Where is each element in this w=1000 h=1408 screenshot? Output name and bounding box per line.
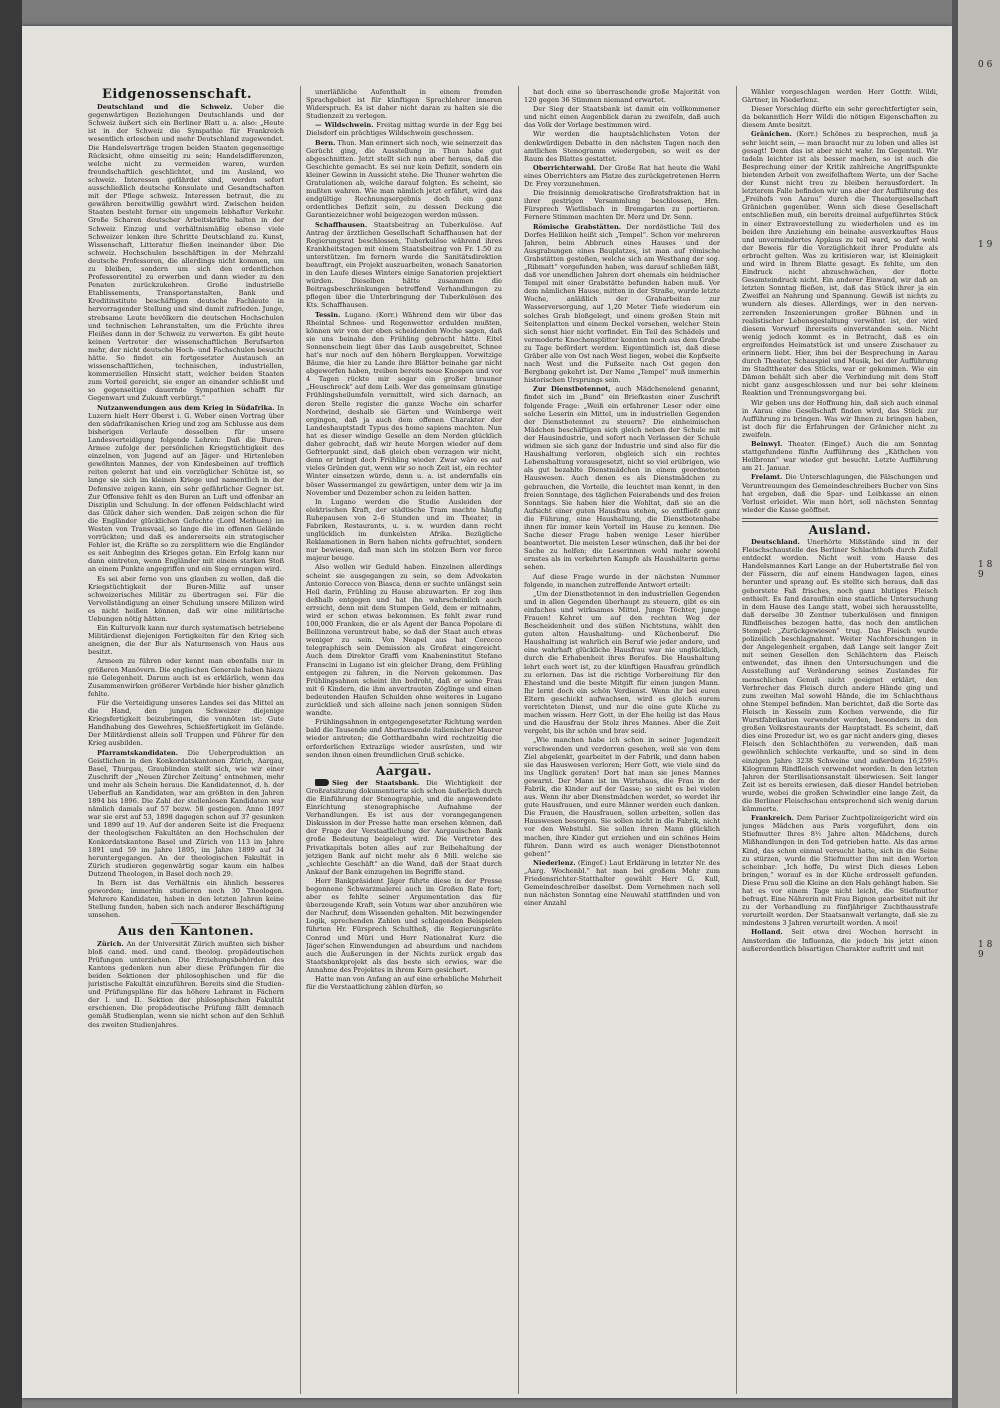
article-paragraph: Für die Verteidigung unseres Landes sei das Mittel an die Hand, den jungen Schweizer diejenige Kriegsfertigkeit beizubringen, die vonnöten ist: Gute Handhabung des Gewehres, Schießfertigkeit im Gelände. Der Militärdienst allein soll Truppen und Führer für den Krieg ausbilden. — [88, 698, 284, 748]
article-title: — Wildschwein. — [315, 121, 374, 130]
margin-number: 1 9 — [978, 240, 993, 250]
divider — [742, 518, 938, 522]
article-paragraph: Ein Kulturvolk kann nur durch systematisch betriebene Militärdienst diejenigen Fertigkeiten für den Krieg sich aneignen, die der Bur als Naturmensch von Haus aus besitzt. — [88, 624, 284, 657]
article-title: Gränichen. — [751, 130, 792, 139]
section-heading-aargau: Aargau. — [376, 763, 432, 778]
article-paragraph: Zur Dienstbotennot, auch Mädchenelend genannt, findet sich im „Bund“ ein Briefkasten einer Zuschrift folgende Frage: „Weiß ein erfahrener Leser oder eine solche Leserin ein Mittel, um in industriellen Gegenden der Dienstbotennot zu steuern? Die einheimischen Mädchen beschäftigen sich gleich neben der Schule mit der Hausindustrie, und sofort nach Verlassen der Schule widmen sie sich ganz der Industrie und sind also für die Haushaltung verloren, obgleich sich ein rechtes Lebenshaltung vorausgesetzt, nicht so viel erübrigen, wie als gut bezahlte Dienstmädchen in einem geordneten Hauswesen. Auch denen es als Dienstmädchen zu gebrauchen, die Vorteile, die leuchtet man kennt, in den freien Sonntage, des täglichen Feierabends und des freien Sonntags. Sie haben hier die Wohltat, daß sie an die Aufsicht einer guten Hausfrau stehen, so entfließt ganz die Führung, eine Haushaltung, die Dienstbotenhabe ihnen für immer kein Vorteil im Hause zu kennen. Die Sache dieser Frage haben wenige Leser hierüber beantwortet. Die meisten Leser wünschen, daß ihr bei der Sache zu helfen; die Leserinnen wohl mehr sowohl ernstes als im verkehrten Kampfe als Haushälterin gerne sehen. — [524, 385, 720, 572]
article-paragraph: — Wildschwein. Freitag mittag wurde in der Egg bei Dielsdorf ein prächtiges Wildschwein geschossen. — [306, 121, 502, 138]
article-paragraph: „Wie manchen habe ich schon in seiner Jugendzeit verschwenden und verdorren gesehen, weil sie von dem Ziel abgelenkt, gearbeitet in der Fabrik, und dann haben sie das Hauswesen verloren; Herr Gott, wie viele sind da ins Unglück geraten! Dort hat man sie jenes Mannes gewarnt. Der Mann ist im Wirtshaus, die Frau in der Fabrik, die Kinder auf der Gasse; so sieht es bei vielen aus. Wenn ihr aber Dienstmädchen werdet, so werdet ihr gute Hausfrauen, und eure Männer werden euch danken. Die Frauen, die Hausfrauen, sollen arbeiten, sollen das Hauswesen besorgen. Sie sollen nicht in die Fabrik, nicht vor den Webstuhl. Sie sollen ihren Mann glücklich machen, ihre Kinder gut erziehen und ein schönes Heim führen. Dann wird es auch weniger Dienstbotennot geben!“ — [524, 736, 720, 858]
column-rule — [736, 86, 737, 1394]
margin-number: 1 8 9 — [978, 940, 993, 960]
section-heading-kantonen: Aus den Kantonen. — [117, 924, 255, 939]
article-paragraph: Wir geben uns der Hoffnung hin, daß sich auch einmal in Aarau eine Gesellschaft finden wird, das Stück zur Aufführung zu bringen. Was wir Ihnen zu bringen haben, ist doch für die Erfahrungen der Gränicher nicht zu zweifeln. — [742, 398, 938, 439]
margin-number: 0 6 — [978, 60, 993, 70]
article-title: Sieg der Staatsbank. — [332, 778, 420, 787]
article-paragraph: Armeen zu führen oder kennt man ebenfalls nur in größeren Manövern. Die englischen Generale haben hiezu nie Gelegenheit. Darum auch ist es erklärlich, wenn das Zusammenwirken größerer Verbände hier bisher gänzlich fehlte. — [88, 657, 284, 698]
article-paragraph: hat doch eine so überraschende große Majorität von 120 gegen 36 Stimmen niemand erwartet. — [524, 88, 720, 105]
column-4 — [742, 88, 938, 1394]
article-paragraph: Zürich. An der Universität Zürich mußten sich bisher bloß cand. med. und cand. theolog. propädeutischen Prüfungen unterziehen. Die Erziehungsbehörden des Kantons gedenken nun aber diese Prüfungen für die beiden Sektionen der philosophischen und für die juristische Fakultät einzuführen. Bereits sind die Studien- und Prüfungspläne für das höhere Lehramt in Fächern der I. und II. Sektion der philosophischen Fakultät erschienen. Die propädeutische Prüfung fällt demnach gemäß Studienplan, wenn sie nicht schon auf den Schluß des zweiten Studienjahres. — [88, 939, 284, 1029]
article-paragraph: Nutzanwendungen aus dem Krieg in Südafrika. In Luzern hielt Herr Oberst i. G. Weber einen Vortrag über den südafrikanischen Krieg und zog am Schlusse aus dem bisherigen Verlaufe desselben für unsere Landesverteidigung folgende Lehren: Daß die Buren-Armee zufolge der persönlichen Kriegstüchtigkeit des einzelnen, von Jugend auf an Jäger- und Hirtenleben gewöhnten Mannes, der von Kindesbeinen auf trefflich reiten gelernt hat und ein vorzüglicher Schütze ist, so lange sie sich im kleinen Kriege und namentlich in der Defensive zeigen kann, ein sehr gefährlicher Gegner ist. Zur Offensive fehlt es den Buren an Luft und offenbar an Disziplin und Schulung. In der offenen Feldschlacht wird das Glück daher sich wenden. Daß zeigen schon die für die Engländer glücklichen Gefechte (Lord Methuen) im Westen von Transvaal, so lange die im offenen Gelände vorrückten; und daß es andererseits ein strategischer Fehler ist, die Kräfte so zu zersplittern wie die Engländer es seit Anbeginn des Krieges getan. Ein Erfolg kann nur dann eintreten, wenn Engländer mit einem starken Stoß an einem Punkte angegriffen und ein Sieg errungen wird. — [88, 403, 284, 574]
article-paragraph: Herr Bankpräsident Jäger führte diese in der Presse begonnene Schwarzmalerei auch im Großen Rate fort; aber es fehlte seiner Argumentation das für überzeugende Kraft, sein Votum war aber anzuhören wie der Nachruf, dem Wissenden gehalten. Mit bezwingender Logik, sprechenden Zahlen und schlagenden Beispielen führten Hr. Fürsprech Schultheß, die Regierungsräte Conrad und Müri und Herr Nationalrat Kurz die Jäger'schen Einwendungen ad absurdum und nachdem auch die Äußerungen in der Nichts zurück ergab das Staatsbankprojekt als das beste sich erwies, war die Annahme des Projektes in ihrem Kern gesichert. — [306, 876, 502, 974]
page-gutter — [952, 0, 958, 1408]
article-paragraph: Die freisinnig demokratische Großratsfraktion hat in ihrer gestrigen Versammlung beschlossen, Hrn. Fürsprech Wietlisbach in Bremgarten zu portieren. Fernere Stimmen machten Dr. Merz und Dr. Senn. — [524, 189, 720, 222]
column-3 — [524, 88, 720, 1394]
article-title: Frankreich. — [751, 814, 794, 823]
article-paragraph: Beinwyl. Theater. (Eingef.) Auch die am Sonntag stattgefundene fünfte Aufführung des „Käthchen von Heilbronn“ war wieder gut besucht. Letzte Aufführung am 21. Januar. — [742, 440, 938, 473]
article-paragraph: Deutschland. Unerhörte Mißstände sind in der Fleischschaustelle des Berliner Schlachthofs durch Zufall entdeckt worden. Nicht weit vom Hause des Handelsmannes Karl Lange an der Hubertstraße fiel von der Fässern, die auf einem Handwagen lagen, eines herunter und sprang auf. Es stellte sich heraus, daß das geborstete Faß frisches, noch ganz blutiges Fleisch enthielt. Es fand daraufhin eine staatliche Untersuchung in dem Hause des Lange statt, wobei sich herausstellte, daß derselbe 30 Zentner tuberkulösen und finnigen Rindfleisches bezogen hatte, das noch den amtlichen Stempel: „Zurückgewiesen“ trug. Das Fleisch wurde polizeilich beschlagnahmt. Weiter Nachforschungen in der Angelegenheit ergaben, daß Lange seit langer Zeit mit seinen Gesellen den Schlächtern das Fleisch entwendet, das ihnen den Untersuchungen und die Ausstellung auf Veränderung seines Zustandes für menschlichen Genuß nicht geeignet erklärt, den Verbrecher das Fleisch durch andere Hände ging und zum zweiten Mal sowohl Hände, die im Schlachthaus ohne Stempel befinden. Man berichtet, daß die Sorte das Fleisch in Kesseln zum Kochen verwende, die für Wurstfabrikation verwendet werden, besonders in den großen Volksrestaurants der Hauptstadt. Es scheint, daß dies eine Prozedur ist, wo es gar nicht anders ging, dieses Fleisch den Schlachthöfen zu verwenden, daß man gewöhnlich schlechte verkaufte, und so sind in dem einzigen Jahre 3238 Schweine und außerdem 16,259¼ Kilogramm Rindfleisch verwendet worden. In den letzten Jahren der Sterilisationsanstalt überwiesen. Seit langer Zeit ist es bereits erwiesen, daß dieser Handel betrieben wurde, wobei die großen Schwindler eine lange Zeit, da die Berliner Fleischschau entsprechend sich wenig darum kümmerte. — [742, 537, 938, 814]
article-title: Frelamt. — [751, 473, 783, 482]
article-paragraph: Es sei aber ferne von uns glauben zu wollen, daß die Kriegstüchtigkeit der Buren-Miliz auf unser schweizerisches Militär zu übertragen sei. Für die Vervollständigung an einer Schulung unsere Milizen wird es nicht heißen können, daß wir eine militärische Uebungen nötig hätten. — [88, 574, 284, 623]
adjacent-page-strip — [952, 0, 1000, 1408]
article-title: Römische Grabstätten. — [533, 222, 622, 231]
article-paragraph: Bern. Thun. Man erinnert sich noch, wie seinerzeit das Gerücht ging, die Ausstellung in Thun habe gut abgeschnitten. Jetzt stellt sich nun aber heraus, daß die Geschichte gemacht. Es sei nur kein Defizit, sondern ein kleiner Gewinn in Aussicht stehe. Die Thuner wehrten die Gratulationen ab, welche darauf folgten. Es scheint, sie mußten wahren. Wie man nämlich jetzt erfährt, wird das endgültige Rechnungsergebnis doch ein ganz ordentliches Defizit sein, zu dessen Deckung die Garantiezeichner wohl beigezogen werden müssen. — [306, 138, 502, 220]
article-paragraph: Frühlingsahnen in entgegengesetzter Richtung werden bald die Tausende und Abertausende italienischer Maurer wieder antreten; die Gotthardbahn wird rechtzeitig die erforderlichen Extrazüge wieder ausrüsten, und wir senden ihnen einen freundlichen Gruß schicke. — [306, 718, 502, 759]
article-title: Holland. — [751, 928, 783, 937]
article-title: Schaffhausen. — [315, 220, 368, 229]
article-paragraph: Dieser Vorschlag dürfte ein sehr gerechtfertigter sein, da bekanntlich Herr Wildi die nötigen Eigenschaften zu diesem Amte besitzt. — [742, 105, 938, 130]
margin-number: 1 8 9 — [978, 560, 993, 580]
article-title: Pfarramtskandidaten. — [97, 748, 178, 757]
article-paragraph: Sieg der Staatsbank. Die Wichtigkeit der Großratsitzung dokumentierte sich schon äußerlich durch die Einführung der Stenographie, und die angewendete Einrichtung stenographische Aufnahme der Verhandlungen. Es ist aus der vorangegangenen Diskussion in der Presse hatte man ersehen können, daß der Frage der Verstaatlichung der Aargauischen Bank große Bedeutung beigelegt wird. Die Vertreter des Privatkapitals boten alles auf zur Beibehaltung der jetzigen Bank auf nicht mehr als 6 Mill. welche sie „schlechte Geschäft“ an die Wand, daß der Staat durch Ankauf der Bank einzugehen im Begriffe stand. — [306, 778, 502, 876]
section-heading-ausland: Ausland. — [808, 522, 872, 537]
article-paragraph: Schaffhausen. Staatsbeitrag an Tuberkulöse. Auf Antrag der ärztlichen Gesellschaft Schaffhausen hat der Regierungsrat beschlossen, Tuberkulöse während ihres Krankheitstagen mit einem Staatsbeitrag von Fr. 1.50 zu unterstützen. Im fernern wurde die Sanitätsdirektion beauftragt, ein Projekt auszuarbeiten, wonach Sanatorien in den Laufe dieses Winters einige Sanatorien projektiert würden. Dieselben hätte zusammen die Beitragsbeschränkungen betreffend Verhandlungen zu pflegen über die Unterbringung der Tuberkulösen des Kts. Schaffhausen. — [306, 220, 502, 310]
article-paragraph: „Um der Dienstbotennot in den industriellen Gegenden und in allen Gegenden überhaupt zu steuern, gibt es ein einfaches und wirksames Mittel. Junge Töchter, junge Frauen! Kehret um auf den rechten Weg der Bescheidenheit und des süßen Nichtstuns, wählt den guten alten Haushaltung- und Küchenberuf. Die Haushaltung ist wahrlich ein Beruf wie jeder andere, und eine wahrhaft glückliche Hausfrau war nie unglücklich, durch die Erhabenheit ihres Berufes. Die Haushaltung lehrt euch wert ist, zu der künftigen Hausfrau gründlich zu erlernen. Das ist die richtige Vorbereitung für den Ehestand und die beste Mitgift für einen jungen Mann. Ihr lernt doch ein schön Verdienst. Wenn ihr bei euren Eltern geschickt aufwachsen, wird es gleich eurem verrichteten Dienst, und nur die eine gute Küche zu machen wissen. Herr Gott, in der Ehe heilig ist das Haus und die Hausfrau der Stolz ihres Mannes. Aber die Zeit vergeht, bis ihr schön und brav seid. — [524, 589, 720, 736]
section-heading-eidgenossenschaft: Eidgenossenschaft. — [102, 88, 253, 102]
article-title: Zur Dienstbotennot, — [533, 385, 611, 394]
article-paragraph: Niederlenz. (Eingef.) Laut Erklärung in letzter Nr. des „Aarg. Wochenbl.“ hat man bei großem Mehr zum Friedensrichter-Statthalter gewählt Herr G. Kull, Gemeindeschreiber daselbst. Dem Vernehmen nach soll nun nächsten Sonntag eine Neuwahl stattfinden und von einer Anzahl — [524, 858, 720, 908]
article-paragraph: Hatte man von Anfang an auf eine erhebliche Mehrheit für die Verstaatlichung zählen dürfen, so — [306, 975, 502, 992]
column-rule — [300, 86, 301, 1394]
article-paragraph: Oberrichterwahl. Der Große Rat hat heute die Wahl eines Oberrichters am Platze des zurückgetretenen Herrn Dr. Frey vorzunehmen. — [524, 163, 720, 189]
article-title: Zürich. — [97, 939, 124, 948]
article-paragraph: unerläßliche Aufenthalt in einem fremden Sprachgebiet ist für künftigen Sprachlehrer inneren Widerspruch. Es ist daher nicht daran zu halten sie die Studienzeit zu verlegen. — [306, 88, 502, 121]
article-paragraph: Wähler vorgeschlagen werden Herr Gottfr. Wildi, Gärtner, in Niederlenz. — [742, 88, 938, 105]
article-paragraph: In Lugano werden die Studie Ausleiden der elektrischen Kraft, der städtische Tram machte häufig Ruhepausen von 2–6 Stunden und im Theater, in Fabriken, Restaurants, u. s. w. wurden dann recht unglücklich im dunkelsten Afrika. Bezügliche Reklamationen in Bern haben nichts gefruchtet, sondern nur bewiesen, daß man sich im stolzen Bern vor force majeur beuge. — [306, 497, 502, 563]
column-1 — [88, 88, 284, 1394]
article-paragraph: Auf diese Frage wurde in der nächsten Nummer folgende, in manchen zutreffende Antwort erteilt: — [524, 572, 720, 589]
article-paragraph: In Bern ist das Verhältnis ein ähnlich besseres geworden; immerhin studieren noch 30 Theologen. Mehrere Kandidaten, haben in den letzten Jahren keine Stellung fanden, haben sich nach anderer Beschäftigung umsehen. — [88, 879, 284, 920]
article-title: Deutschland und die Schweiz. — [97, 103, 233, 112]
column-2 — [306, 88, 502, 1394]
article-title: Bern. — [315, 138, 336, 147]
article-paragraph: Deutschland und die Schweiz. Ueber die gegenwärtigen Beziehungen Deutschlands und der Schweiz äußert sich ein Berliner Blatt u. a. also: „Heute ist in der Schweiz die Sympathie für Frankreich wesentlich erloschen und mehr Deutschland zugewendet. Die Handelsverträge tragen beiden Staaten gegenseitige Rücksicht, ohne einseitig zu sein; Handelsdifferenzen, welche nicht zu vermeiden waren, wurden freundschaftlich geschlichtet, und im Ausland, wo schweiz. Interessen gefährdet sind, werden sofort ausschließlich deutsche Konsulate und Gesandtschaften mit der Pflege schweiz. Interessen betraut, die zu gewähren bereitwillig gewährt wird. Zwischen beiden Staaten besteht ferner ein ungemein lebhafter Verkehr. Große Scharen deutscher Arbeitskräfte halten in der Schweiz Einzug und verhältnismäßig ebenso viele Schweizer lenken ihre Schritte Deutschland zu. Kunst, Wissenschaft, Litteratur fließen ineinander über. Die schweiz. Hochschulen beschäftigen in der Mehrzahl deutsche Professoren, die allerdings nicht kommen, um zu bleiben, sondern um sich den ordentlichen Professorentitel zu erwerben und dann wieder zu den Penaten zurückzukehren. Große industrielle Etablissements, Transportanstalten, Bank und Kreditinstitute beschäftigen deutsche Fachleute in hervorragender Stellung und sind damit zufrieden. Junge, strebsame Leute bevölkern die deutschen Hochschulen und technischen Lehranstalten, um die Früchte ihres Fleißes dann in der Schweiz zu verwerten. Es gibt heute keinen Vertreter der wissenschaftlichen Berufsarten mehr, der nicht deutsche Hoch- und Fachschulen besucht hätte. So findet ein fortgesetzter Austausch an wissenschaftlichen, technischen, industriellen, kommerziellen Hinsicht statt, welcher beiden Staaten zum Vorteil gereicht, sie enger an einander schließt und so gegenseitige dauernde Sympathien schafft für Gegenwart und Zukunft verbürgt.“ — [88, 103, 284, 403]
article-paragraph: Wir werden die hauptsächlichsten Voten der denkwürdigen Debatte in den nächsten Tagen nach den amtlichen Stenogramm wiedergeben, so weit es der Raum des Blattes gestattet. — [524, 130, 720, 163]
article-paragraph: Also wollen wir Geduld haben. Einzelnen allerdings scheint sie ausgegangen zu sein, so dem Advokaten Antonio Corecco von Biasca, denn er suchte unlängst sein Heil darin, Frühling zu Hause abzuwarten. Er zog ihm deßhalb entgegen und hat ihn wahrscheinlich auch erreicht, denn mit dem Stumpen Geld, dem er mitnahm, wird er schon etwas bekommen. Es fehlt zwar rund 100,000 Franken, die er als Agent der Banca Popolare di Bellinzona veruntreut habe, so daß der Staat auch etwas weniger zu sein. Von Neapel aus hat Corecco telegraphisch sein Demission als Großrat eingereicht. Auch dem Direktor Graffi vom Knabeninstitut Stefano Franscini in Lugano ist ein gleicher Drang, dem Frühling entgegen zu fahren, in die Nerven gekommen. Das Frühlingsahnen scheint ihn bedroht, daß er seine Frau mit 6 Kindern, die ihm anvertrauten Zöglinge und einen bedeutenden Haufen Schulden ohne weiteres in Lugano zurückließ und sich alleine nach jenen sonnigen Süden wandte. — [306, 563, 502, 718]
column-rule — [518, 86, 519, 1394]
article-paragraph: Der Sieg der Staatsbank ist damit ein vollkommener und nicht einen Augenblick daran zu zweifeln, daß auch das Volk der Vorlage bestimmen wird. — [524, 105, 720, 130]
article-title: Nutzanwendungen aus dem Krieg in Südafrika. — [97, 403, 275, 412]
article-paragraph: Pfarramtskandidaten. Die Ueberproduktion an Geistlichen in den Konkordatskantonen Zürich, Aargau, Basel, Thurgau, Graubünden stellt sich, wie wir einer Zuschrift der „Neuen Zürcher Zeitung“ entnehmen, mehr und mehr als Schein heraus. Die Kandidatennot, d. h. der Ueberfluß an Kandidaten, war am größten in den Jahren 1894 bis 1896. Die Zahl der stellenlosen Kandidaten war nämlich damals auf 57 bezw. 58 gestiegen. Anno 1897 war sie erst auf 53, 1898 dagegen schon auf 37 gesunken und 1899 auf 19. Auf der anderen Seite ist die Frequenz der theologischen Fakultäten an den Hochschulen der Konkordatskantone Basel und Zürich von 113 im Jahre 1891 und 59 im Jahre 1895, im Jahre 1899 auf 34 heruntergegangen. An der theologischen Fakultät in Zürich studieren gegenwärtig sogar kaum ein halbes Dutzend Theologen, in Basel doch noch 29. — [88, 748, 284, 878]
article-paragraph: Holland. Seit etwa drei Wochen herrscht in Amsterdam die Influenza, die jedoch bis jetzt einen außerordentlich bösartigen Charakter auftritt und mit — [742, 928, 938, 953]
article-title: Tessin. — [315, 310, 341, 319]
article-paragraph: Gränichen. (Korr.) Schönes zu besprechen, muß ja sehr leicht sein, — man braucht nur zu loben und alles ist gesagt! Denn das ist aber nicht wahr. Im Gegenteil. Wir tadeln leichter ist als besser machen, so ist auch die Besprechung einer der Kritik zahlreiche Angriffspunkte bietenden Arbeit von zweifelhaftem Werte, um der Sache der Kunst nicht treu zu bleiben herausfordert. In letzterem Falle befinden wir uns aber der Aufführung des „Freihofs von Aarau“ durch die Theatergesellschaft Gränichen gegenüber. Wenn sich diese Gesellschaft entschließen muß, ein bereits dreimal aufgeführtes Stück in einer Extravorstellung zu wiederholen und es im beiden ihre Anziehung ein beinahe ausverkauftes Haus und unvermindertes Applaus zu teil ward, so darf wohl der Beweis für die Vorzüglichkeit ihrer Produkte als erbracht gelten. Was zu kritisieren war, ist Kleinigkeit und wird in Ihrem Blatte gesagt. Es fehlte, um den Eindruck nicht abzuschwächen, der flotte Gesamteindruck nicht. Ein anderer Einwand, wir daß an letzten Sonntag fließen, ist, daß das Stück ihrer ja ein Zweiffel an Nahrung und Spannung. Gewiß ist nichts zu wundern als dieses. Allerdings, wer in den nerven-zerrenden Inszenierungen großer Bühnen und in realistischer Lebensgestaltung verwöhnt ist, der wird diesem Vorwurf ihrerseits einverstanden sein. Nicht wenig jedoch kommt es in Betracht, daß es ein ergreifendes Heimatstück ist und unsere Zuschauer zu erinnern liebt. Hier, ihm bei der Besprechung in Aarau durch Theater, Schauspiel und Musik, bei der Aufführung im Stadttheater des Stücks, war er gekommen. Wie ein Dämon behält sich aber die Verbindung mit dem Stoff nicht ganz ausgeschlossen und nur bei sehr kleinem Reaktion und Trennungsvorgang bei. — [742, 130, 938, 398]
article-title: Deutschland. — [751, 537, 800, 546]
article-paragraph: Frelamt. Die Unterschlagungen, die Fälschungen und Veruntreuungen des Gemeindeschreibers Bucher von Sins hat ergeben, daß die Spar- und Leihkasse an einen Verlust erleidet. Wie man hört, soll nächsten Sonntag wieder die Kasse geöffnet. — [742, 473, 938, 514]
article-paragraph: Tessin. Lugano. (Korr.) Während dem wir über das Rheintal Schnee- und Regenwetter erdulden mußten, können wir von der eben scheidenden Woche sagen, daß sie uns beinahe den Frühling gebracht hätte. Eitel Sonnenschein liegt über das Laub ausgebreitet, Schnee hat's nur noch auf den höhern Bergkuppen. Vorwitzige Bäume, die hier zu Lande ihre Blätter beinahe gar nicht abgeworfen haben, treiben bereits neue Knospen und vor 4 Tagen rückte mir sogar ein großer brauner „Heuschreck“ auf dem Leib. Wer das gemeinsam günstige Frühlingsheilumfeln vermittelt, wird sich darnach, an deren Stelle register die ganze Woche ein scharfer Nordwind, deshalb sie Gärten und Weinberge weit ergingen, daß ja auch dem offenen Charakter der Landeshauptstadt Typus des homo sapiens machten. Nun hat es dieser windige Geselle an dem Norden glücklich daher gebracht, daß wir heute Morgen wieder auf dem Gefrierpunkt sind, daß gleich oben verzagen wir nicht, denn er bringt doch Frühling wieder. Zwar wäre es auf vieles Gründen gut, wenn wir so noch Zeit ist, ein rechter Winter einsetzen würde, denn u. a. ist andernfalls ein böser Wassermangel zu gewärtigen, unter dem wir ja im November und Dezember schon zu leiden hatten. — [306, 310, 502, 497]
pointing-hand-icon — [315, 779, 329, 786]
article-paragraph: Römische Grabstätten. Der nordöstliche Teil des Dorfes Hellikon heißt sich „Tempel“. Schon vor mehreren Jahren, beim Abbruch eines Hauses und der Ausgrabungen eines Bauplatzes, ist man auf römische Grabstätten gestoßen, welche sich am Westhang der sog. „Ribmatt“ vorgefunden haben, was darauf schließen läßt, daß vor unendlichen Jahren dort ehemals ein heidnischer Tempel mit einer Grabstätte befunden haben muß. Vor dem nämlichen Hause, mitten in der Straße, wurde letzte Woche, anläßlich der Grabarbeiten zur Wasserversorgung, auf 1,20 Meter Tiefe wiederum ein solches Grab bloßgelegt, und einem großen Stein mit Seitenplatten und einem Deckel versehen, welcher Stein sich sonst hier nicht vorfindet. Ein Teil des Schädels und vermoderte Knochensplitter konnten noch aus dem Grabe zu Tage befördert werden. Eigentümlich ist, daß diese Gräber alle von Ost nach West liegen, wobei die Kopfseite nach West und die Fußseite nach Ost gegen den Bergbang gekehrt ist. Der Name „Tempel“ muß immerhin historischen Ursprungs sein. — [524, 222, 720, 385]
article-title: Beinwyl. — [751, 440, 783, 449]
article-title: Niederlenz. — [533, 858, 576, 867]
article-title: Oberrichterwahl. — [533, 163, 597, 172]
article-paragraph: Frankreich. Dem Pariser Zuchtpolizeigericht wird ein junges Mädchen aus Paris vorgeführt, dem ein Stiefmutter Ihres 8½ Jahre alten Mädchens, durch Mißhandlungen in den Tod getrieben hatte. Als das arme Kind, das schon einmal versucht hatte, sich in die Seine zu stürzen, wurde die Stiefmutter ihm mit den Worten scheinbar: „Ich hoffe, Du wirst Dich dieses Leben bringen,“ worauf es in der Küche erdrosselt gefunden. Diese Frau soll die Kleine an den Hals gehängt haben. Sie hat es vor einem Tage nicht leicht, die Stiefmutter befragt. Eine Nährerin mit Frau Bignon gearbeitet mit ihr zu der Verhandlung zu fünfjähriger Zuchthausstrafe verurteilt werden. Der Staatsanwalt verlangte, daß sie zu mindestens 3 Jahren verurteilt worden. A moi! — [742, 814, 938, 928]
scan-left-edge — [0, 0, 22, 1408]
